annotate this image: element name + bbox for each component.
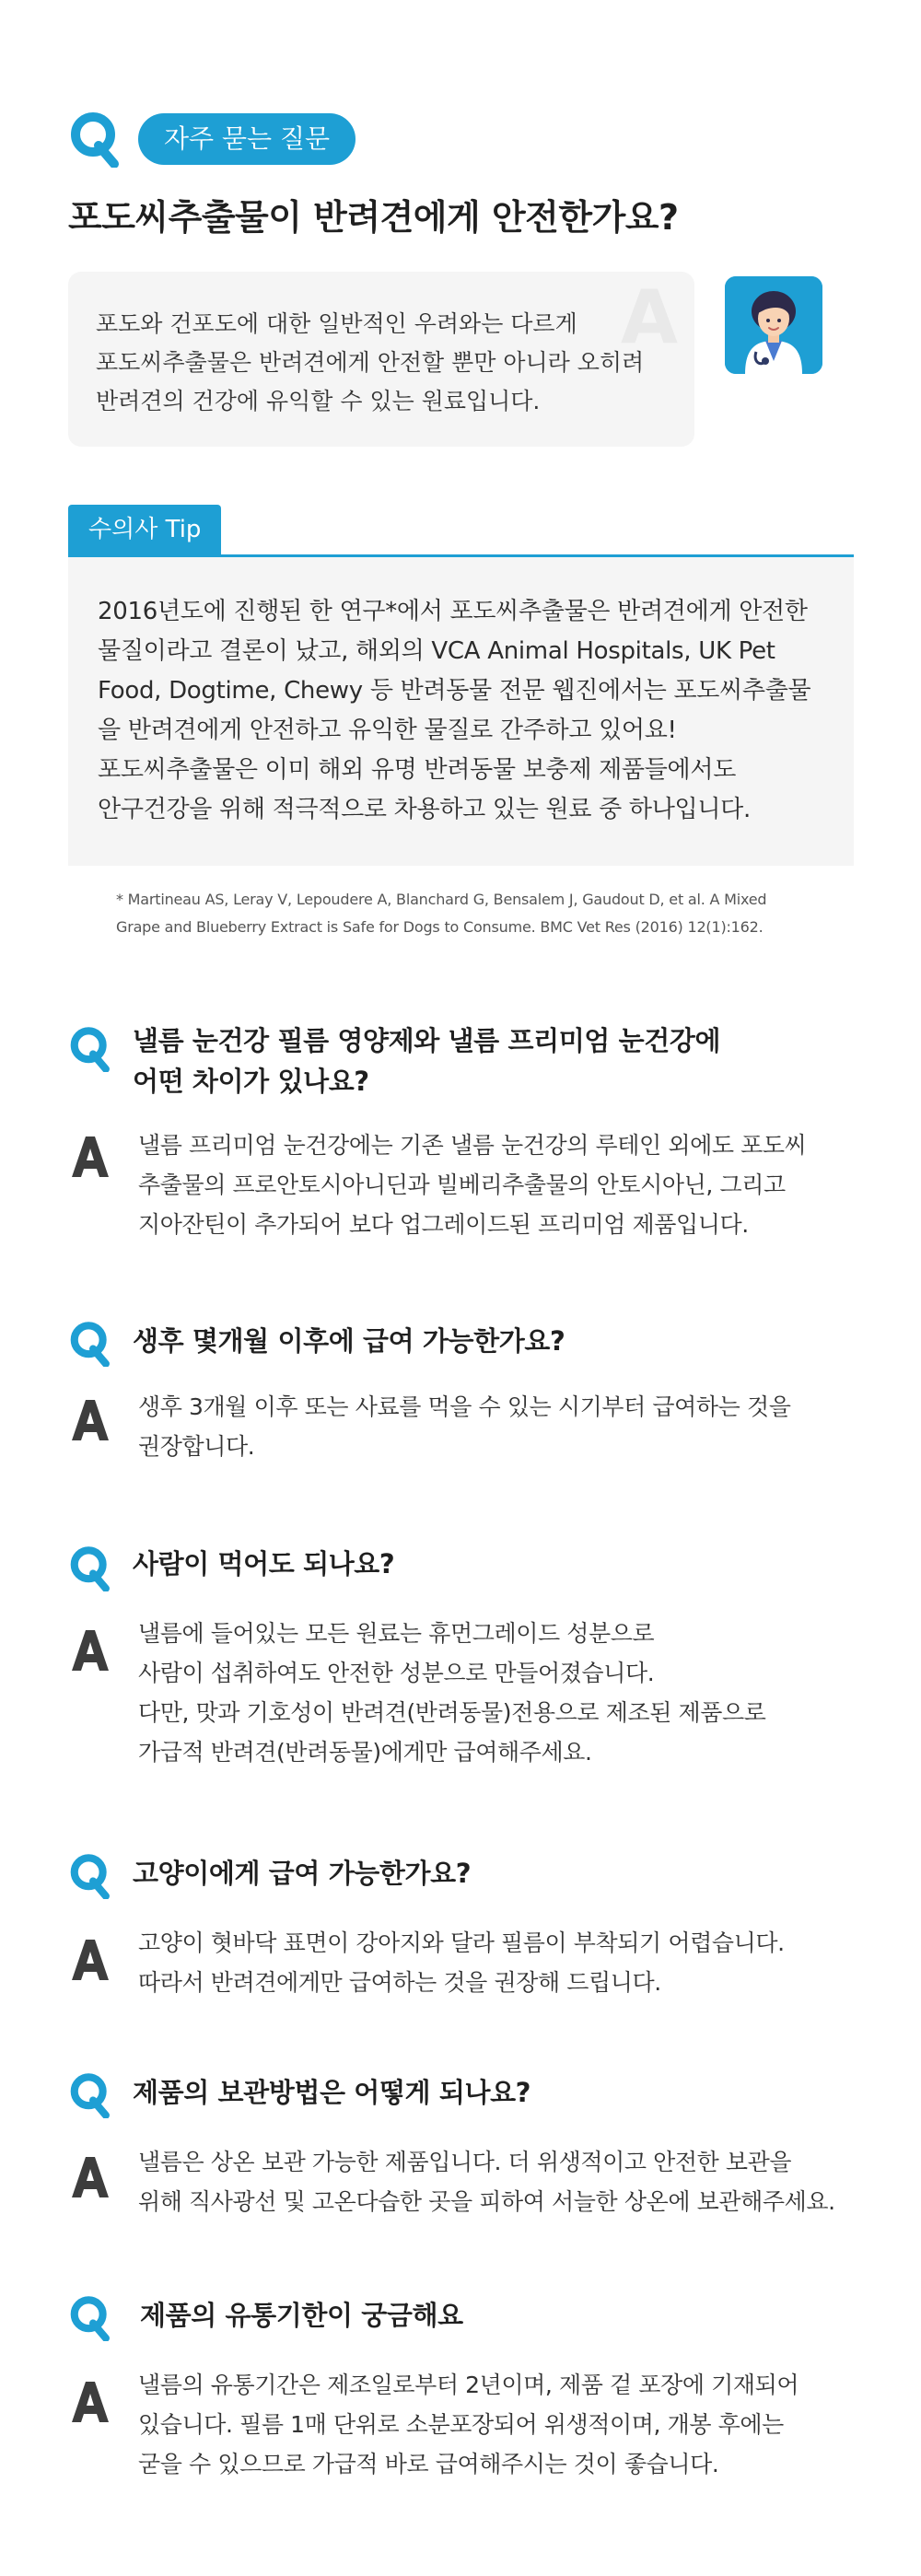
- answer-card: [68, 272, 694, 447]
- answer-line: 가급적 반려견(반려동물)에게만 급여해주세요.: [138, 1739, 592, 1766]
- question-line: 생후 몇개월 이후에 급여 가능한가요?: [133, 1325, 565, 1357]
- tip-line: 물질이라고 결론이 났고, 해외의 VCA Animal Hospitals, UK Pet: [98, 637, 775, 665]
- answer-line: 낼름의 유통기간은 제조일로부터 2년이며, 제품 겉 포장에 기재되어: [138, 2372, 799, 2398]
- answer-line: 다만, 맛과 기호성이 반려견(반려동물)전용으로 제조된 제품으로: [138, 1699, 766, 1726]
- footnote-line: * Martineau AS, Leray V, Lepoudere A, Blanchard G, Bensalem J, Gaudout D, et al. A Mixed: [116, 891, 767, 908]
- tip-line: Food, Dogtime, Chewy 등 반려동물 전문 웹진에서는 포도씨추출물: [98, 677, 811, 705]
- answer-line: 생후 3개월 이후 또는 사료를 먹을 수 있는 시기부터 급여하는 것을: [138, 1393, 791, 1420]
- a-letter-icon: [70, 2380, 111, 2424]
- faq-question: [140, 2295, 877, 2336]
- q-logo-icon: [68, 2070, 111, 2118]
- answer-line: 고양이 혓바닥 표면이 강아지와 달라 필름이 부착되기 어렵습니다.: [138, 1929, 785, 1956]
- faq-answer: [138, 2142, 866, 2221]
- faq-question: [133, 1853, 869, 1894]
- question-line: 제품의 보관방법은 어떻게 되나요?: [133, 2077, 531, 2108]
- tip-line: 2016년도에 진행된 한 연구*에서 포도씨추출물은 반려견에게 안전한: [98, 598, 808, 625]
- a-letter-icon: [70, 1628, 111, 1673]
- q-logo-icon: [68, 1319, 111, 1367]
- veterinarian-avatar-icon: [725, 276, 822, 374]
- answer-line: 있습니다. 필름 1매 단위로 소분포장되어 위생적이며, 개봉 후에는: [138, 2411, 784, 2438]
- faq-question: [133, 1321, 869, 1361]
- page-title: 포도씨추출물이 반려견에게 안전한가요?: [68, 197, 679, 238]
- answer-line: 지아잔틴이 추가되어 보다 업그레이드된 프리미엄 제품입니다.: [138, 1211, 749, 1238]
- answer-text: [96, 305, 667, 421]
- q-logo-icon: [68, 1851, 111, 1899]
- q-logo-icon: [68, 2293, 111, 2341]
- a-letter-icon: [70, 1398, 111, 1442]
- answer-line: 굳을 수 있으므로 가급적 바로 급여해주시는 것이 좋습니다.: [138, 2451, 719, 2477]
- vet-tip-text: [98, 592, 834, 830]
- question-line: 고양이에게 급여 가능한가요?: [133, 1858, 472, 1889]
- a-letter-icon: [70, 1135, 111, 1179]
- q-logo-icon: [68, 1024, 111, 1072]
- faq-question: [133, 1544, 869, 1584]
- answer-line: 낼름에 들어있는 모든 원료는 휴먼그레이드 성분으로: [138, 1620, 655, 1647]
- tip-line: 을 반려견에게 안전하고 유익한 물질로 간주하고 있어요!: [98, 717, 677, 744]
- answer-line: 포도씨추출물은 반려견에게 안전할 뿐만 아니라 오히려: [96, 349, 645, 376]
- faq-answer: [138, 1614, 866, 1772]
- faq-answer: [138, 1125, 866, 1244]
- question-line: 어떤 차이가 있나요?: [133, 1066, 369, 1097]
- question-line: 제품의 유통기한이 궁금해요: [140, 2300, 463, 2331]
- vet-tip-label: 수의사 Tip: [68, 505, 221, 554]
- answer-line: 추출물의 프로안토시아니딘과 빌베리추출물의 안토시아닌, 그리고: [138, 1171, 786, 1198]
- answer-line: 낼름 프리미엄 눈건강에는 기존 낼름 눈건강의 루테인 외에도 포도씨: [138, 1132, 807, 1159]
- faq-answer: [138, 2365, 866, 2484]
- question-line: 사람이 먹어도 되나요?: [133, 1548, 395, 1579]
- faq-question: [133, 1020, 869, 1102]
- tip-line: 안구건강을 위해 적극적으로 차용하고 있는 원료 중 하나입니다.: [98, 796, 751, 823]
- answer-line: 따라서 반려견에게만 급여하는 것을 권장해 드립니다.: [138, 1969, 661, 1996]
- answer-line: 사람이 섭취하여도 안전한 성분으로 만들어졌습니다.: [138, 1660, 655, 1686]
- faq-answer: [138, 1387, 866, 1466]
- reference-footnote: [116, 886, 834, 941]
- a-letter-icon: [70, 1938, 111, 1982]
- answer-line: 권장합니다.: [138, 1433, 255, 1460]
- q-logo-icon: [68, 109, 120, 168]
- footnote-line: Grape and Blueberry Extract is Safe for Dogs to Consume. BMC Vet Res (2016) 12(1):162.: [116, 918, 764, 936]
- answer-line: 낼름은 상온 보관 가능한 제품입니다. 더 위생적이고 안전한 보관을: [138, 2149, 792, 2175]
- vet-tip-box: [68, 557, 854, 866]
- q-logo-icon: [68, 1544, 111, 1591]
- answer-line: 포도와 건포도에 대한 일반적인 우려와는 다르게: [96, 310, 577, 337]
- answer-watermark: A: [621, 274, 678, 360]
- faq-badge: 자주 묻는 질문: [138, 113, 356, 165]
- faq-question: [133, 2072, 869, 2113]
- tip-line: 포도씨추출물은 이미 해외 유명 반려동물 보충제 제품들에서도: [98, 756, 737, 784]
- faq-answer: [138, 1923, 866, 2002]
- a-letter-icon: [70, 2155, 111, 2199]
- answer-line: 반려견의 건강에 유익할 수 있는 원료입니다.: [96, 388, 541, 414]
- answer-line: 위해 직사광선 및 고온다습한 곳을 피하여 서늘한 상온에 보관해주세요.: [138, 2188, 835, 2215]
- question-line: 낼름 눈건강 필름 영양제와 낼름 프리미엄 눈건강에: [133, 1025, 721, 1056]
